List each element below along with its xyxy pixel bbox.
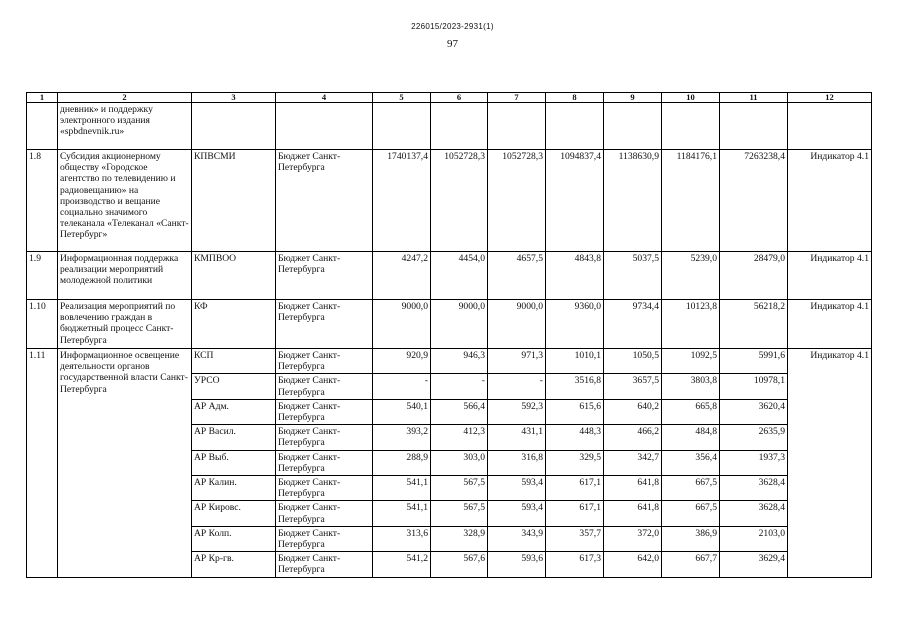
value-col-5: 541,1 <box>373 501 431 526</box>
row-description: Субсидия акционерному обществу «Городское агентство по телевидению и радиовещанию» на производство и вещание социально значимого телеканала «Телеканал «Санкт-Петербург» <box>58 150 192 252</box>
table-header <box>27 93 872 103</box>
funding-source: Бюджет Санкт-Петербурга <box>276 399 373 424</box>
value-col-8: 1094837,4 <box>546 150 604 252</box>
executor-code: УРСО <box>192 374 276 399</box>
value-col-9: 5037,5 <box>604 252 662 300</box>
funding-source: Бюджет Санкт-Петербурга <box>276 349 373 374</box>
executor-code: АР Выб. <box>192 450 276 475</box>
value-col-7: 593,4 <box>488 501 546 526</box>
value-col-10: 667,5 <box>662 501 720 526</box>
value-col-7: 1052728,3 <box>488 150 546 252</box>
value-col-7: 592,3 <box>488 399 546 424</box>
col-header-11: 11 <box>720 93 788 103</box>
col-header-3: 3 <box>192 93 276 103</box>
value-total: 2103,0 <box>720 526 788 551</box>
table-row <box>27 349 872 374</box>
value-col-10: 1184176,1 <box>662 150 720 252</box>
executor-code: КПВСМИ <box>192 150 276 252</box>
indicator: Индикатор 4.1 <box>788 300 872 349</box>
row-number: 1.8 <box>27 150 58 252</box>
value-col-7: - <box>488 374 546 399</box>
value-col-10: 10123,8 <box>662 300 720 349</box>
executor-code: АР Колп. <box>192 526 276 551</box>
value-col-5: 313,6 <box>373 526 431 551</box>
value-col-9: 342,7 <box>604 450 662 475</box>
col-header-12: 12 <box>788 93 872 103</box>
value-col-6: 1052728,3 <box>431 150 488 252</box>
value-col-8: 617,3 <box>546 552 604 577</box>
value-col-6: 567,5 <box>431 501 488 526</box>
value-col-10: 1092,5 <box>662 349 720 374</box>
executor-code: АР Адм. <box>192 399 276 424</box>
value-col-10: 665,8 <box>662 399 720 424</box>
value-total: 5991,6 <box>720 349 788 374</box>
indicator: Индикатор 4.1 <box>788 349 872 578</box>
funding-source: Бюджет Санкт-Петербурга <box>276 252 373 300</box>
value-total: 3629,4 <box>720 552 788 577</box>
value-col-7: 4657,5 <box>488 252 546 300</box>
value-col-10: 356,4 <box>662 450 720 475</box>
value-total: 28479,0 <box>720 252 788 300</box>
value-col-5: 541,2 <box>373 552 431 577</box>
executor-code: АР Кр-гв. <box>192 552 276 577</box>
value-col-7: 343,9 <box>488 526 546 551</box>
executor-code: АР Калин. <box>192 476 276 501</box>
value-total: 10978,1 <box>720 374 788 399</box>
value-col-7: 431,1 <box>488 425 546 450</box>
value-col-8: 617,1 <box>546 476 604 501</box>
value-total: 56218,2 <box>720 300 788 349</box>
executor-code: АР Кировс. <box>192 501 276 526</box>
value-col-9: 1050,5 <box>604 349 662 374</box>
value-col-10: 386,9 <box>662 526 720 551</box>
value-total: 7263238,4 <box>720 150 788 252</box>
value-col-9: 466,2 <box>604 425 662 450</box>
value-col-9: 642,0 <box>604 552 662 577</box>
value-total: 3628,4 <box>720 476 788 501</box>
row-number: 1.11 <box>27 349 58 578</box>
value-col-8: 615,6 <box>546 399 604 424</box>
funding-source: Бюджет Санкт-Петербурга <box>276 526 373 551</box>
value-col-6: 328,9 <box>431 526 488 551</box>
value-col-6: 412,3 <box>431 425 488 450</box>
value-total: 3620,4 <box>720 399 788 424</box>
row-number: 1.10 <box>27 300 58 349</box>
budget-table <box>26 92 872 578</box>
col-header-5: 5 <box>373 93 431 103</box>
value-total: 1937,3 <box>720 450 788 475</box>
value-col-5: 541,1 <box>373 476 431 501</box>
value-col-9: 1138630,9 <box>604 150 662 252</box>
value-col-9: 641,8 <box>604 476 662 501</box>
table-row <box>27 103 872 150</box>
col-header-10: 10 <box>662 93 720 103</box>
value-col-10: 667,5 <box>662 476 720 501</box>
value-col-5: 4247,2 <box>373 252 431 300</box>
document-id: 226015/2023-2931(1) <box>411 22 494 31</box>
col-header-6: 6 <box>431 93 488 103</box>
table-row <box>27 252 872 300</box>
executor-code: АР Васил. <box>192 425 276 450</box>
value-col-8: 4843,8 <box>546 252 604 300</box>
funding-source: Бюджет Санкт-Петербурга <box>276 150 373 252</box>
value-col-9: 3657,5 <box>604 374 662 399</box>
value-col-10: 667,7 <box>662 552 720 577</box>
funding-source: Бюджет Санкт-Петербурга <box>276 450 373 475</box>
value-col-9: 9734,4 <box>604 300 662 349</box>
funding-source: Бюджет Санкт-Петербурга <box>276 300 373 349</box>
value-col-5: - <box>373 374 431 399</box>
row-description: Информационная поддержка реализации мероприятий молодежной политики <box>58 252 192 300</box>
value-col-7: 593,4 <box>488 476 546 501</box>
value-col-9: 641,8 <box>604 501 662 526</box>
value-col-5: 288,9 <box>373 450 431 475</box>
col-header-4: 4 <box>276 93 373 103</box>
funding-source: Бюджет Санкт-Петербурга <box>276 552 373 577</box>
row-description: дневник» и поддержку электронного издания «spbdnevnik.ru» <box>58 103 192 150</box>
value-col-8: 448,3 <box>546 425 604 450</box>
value-col-5: 540,1 <box>373 399 431 424</box>
value-col-5: 1740137,4 <box>373 150 431 252</box>
value-col-10: 5239,0 <box>662 252 720 300</box>
indicator: Индикатор 4.1 <box>788 252 872 300</box>
row-number: 1.9 <box>27 252 58 300</box>
table-row <box>27 150 872 252</box>
value-col-6: 566,4 <box>431 399 488 424</box>
col-header-8: 8 <box>546 93 604 103</box>
value-col-5: 920,9 <box>373 349 431 374</box>
col-header-9: 9 <box>604 93 662 103</box>
value-col-6: 567,5 <box>431 476 488 501</box>
col-header-2: 2 <box>58 93 192 103</box>
value-col-6: 946,3 <box>431 349 488 374</box>
col-header-1: 1 <box>27 93 58 103</box>
row-number <box>27 103 58 150</box>
value-col-7: 593,6 <box>488 552 546 577</box>
value-col-5: 393,2 <box>373 425 431 450</box>
value-col-8: 617,1 <box>546 501 604 526</box>
funding-source: Бюджет Санкт-Петербурга <box>276 476 373 501</box>
funding-source: Бюджет Санкт-Петербурга <box>276 425 373 450</box>
value-col-7: 971,3 <box>488 349 546 374</box>
value-col-6: 9000,0 <box>431 300 488 349</box>
value-col-7: 316,8 <box>488 450 546 475</box>
value-col-8: 1010,1 <box>546 349 604 374</box>
value-col-6: 303,0 <box>431 450 488 475</box>
value-col-5: 9000,0 <box>373 300 431 349</box>
value-total: 3628,4 <box>720 501 788 526</box>
executor-code: КМПВОО <box>192 252 276 300</box>
row-description: Информационное освещение деятельности органов государственной власти Санкт-Петербурга <box>58 349 192 578</box>
value-col-6: 567,6 <box>431 552 488 577</box>
funding-source: Бюджет Санкт-Петербурга <box>276 501 373 526</box>
executor-code: КФ <box>192 300 276 349</box>
row-description: Реализация мероприятий по вовлечению граждан в бюджетный процесс Санкт-Петербурга <box>58 300 192 349</box>
value-col-6: 4454,0 <box>431 252 488 300</box>
table-row <box>27 300 872 349</box>
value-col-9: 640,2 <box>604 399 662 424</box>
value-col-8: 357,7 <box>546 526 604 551</box>
executor-code: КСП <box>192 349 276 374</box>
value-col-7: 9000,0 <box>488 300 546 349</box>
value-col-6: - <box>431 374 488 399</box>
value-col-8: 3516,8 <box>546 374 604 399</box>
value-col-8: 9360,0 <box>546 300 604 349</box>
value-col-10: 3803,8 <box>662 374 720 399</box>
funding-source: Бюджет Санкт-Петербурга <box>276 374 373 399</box>
value-total: 2635,9 <box>720 425 788 450</box>
page-number: 97 <box>447 38 458 50</box>
value-col-10: 484,8 <box>662 425 720 450</box>
indicator: Индикатор 4.1 <box>788 150 872 252</box>
value-col-8: 329,5 <box>546 450 604 475</box>
col-header-7: 7 <box>488 93 546 103</box>
value-col-9: 372,0 <box>604 526 662 551</box>
